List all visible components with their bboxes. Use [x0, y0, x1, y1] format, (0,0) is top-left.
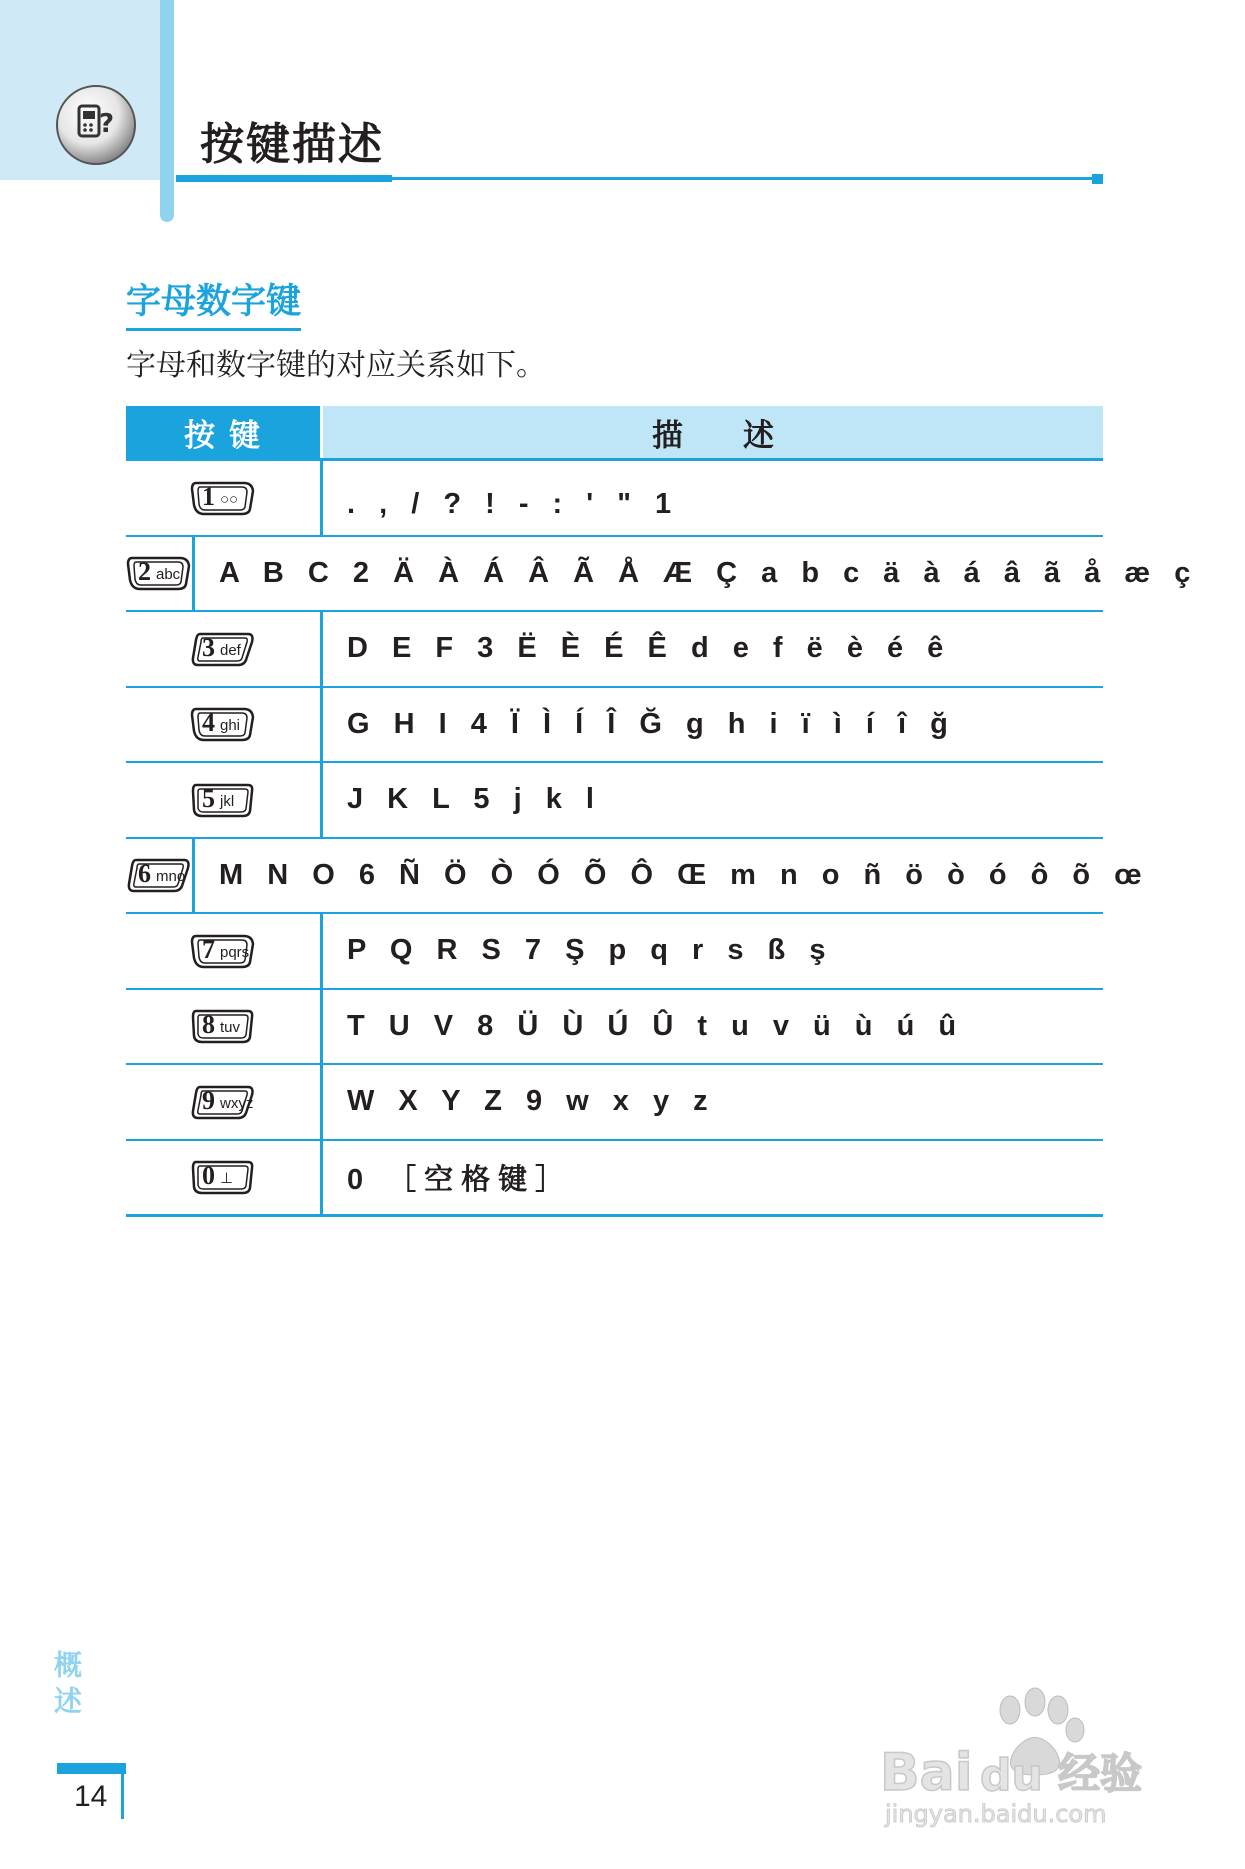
key-letters: ghi [220, 717, 241, 735]
svg-text:Bai: Bai [880, 1743, 973, 1803]
page-number: 14 [74, 1780, 108, 1813]
key-2-icon [126, 554, 192, 592]
key-description: J K L 5 j k l [347, 783, 602, 816]
key-description: . , / ? ! - : ' " 1 [347, 488, 680, 521]
table-header [126, 406, 1103, 461]
column-header-description: 描述 [323, 406, 1103, 458]
key-cell [126, 612, 323, 686]
voicemail-icon: ○○ [220, 490, 239, 508]
key-description: 0 ［空格键］ [347, 1163, 573, 1196]
key-digit: 8 [202, 1010, 215, 1040]
key-digit: 9 [202, 1085, 215, 1115]
page-number-divider [121, 1774, 124, 1819]
key-letters: pqrs [220, 943, 250, 961]
key-description: G H I 4 Ï Ì Í Î Ğ g h i ï ì í î ğ [347, 707, 956, 740]
key-5-icon [190, 781, 256, 819]
table-row [126, 990, 1103, 1066]
table-row [126, 461, 1103, 537]
key-cell [126, 537, 195, 611]
key-digit: 2 [138, 557, 151, 587]
key-cell [126, 914, 323, 988]
svg-text:经验: 经验 [1058, 1749, 1143, 1798]
key-digit: 4 [202, 708, 215, 738]
baidu-watermark-logo [880, 1680, 1180, 1830]
key-letters: mno [156, 868, 186, 886]
key-digit: 6 [138, 859, 151, 889]
table-body [126, 461, 1199, 1217]
table-row [126, 839, 1150, 915]
title-underline [176, 175, 392, 182]
table-row [126, 1065, 1103, 1141]
table-row [126, 1141, 1103, 1218]
space-symbol-icon: ⊥ [220, 1170, 234, 1188]
table-row [126, 612, 1103, 688]
key-letters: wxyz [220, 1094, 254, 1112]
key-digit: 0 [202, 1161, 215, 1191]
key-cell [126, 461, 323, 535]
svg-text:du: du [980, 1750, 1043, 1801]
key-description: D E F 3 Ë È É Ê d e f ë è é ê [347, 632, 952, 665]
key-cell [126, 839, 195, 913]
key-cell [126, 1141, 323, 1215]
key-3-icon [190, 630, 256, 668]
table-row [126, 537, 1199, 613]
key-letters: tuv [220, 1019, 241, 1037]
key-digit: 7 [202, 934, 215, 964]
chapter-side-label: 概述 [50, 1650, 83, 1722]
key-1-icon [190, 479, 256, 517]
key-description: M N O 6 Ñ Ö Ò Ó Õ Ô Œ m n o ñ ö ò ó ô õ œ [219, 858, 1150, 891]
phone-help-icon [55, 84, 137, 166]
key-digit: 5 [202, 783, 215, 813]
key-mapping-table [126, 406, 1199, 1217]
key-letters: jkl [220, 792, 235, 810]
page-title: 按键描述 [200, 119, 384, 170]
key-cell [126, 763, 323, 837]
key-digit: 3 [202, 632, 215, 662]
key-digit: 1 [202, 481, 215, 511]
key-cell [126, 1065, 323, 1139]
page-number-bar [57, 1763, 126, 1774]
key-8-icon [190, 1007, 256, 1045]
key-description: A B C 2 Ä À Á Â Ã Å Æ Ç a b c ä à á â ã å æ ç [219, 556, 1199, 589]
key-description: W X Y Z 9 w x y z [347, 1085, 716, 1118]
key-letters: def [220, 641, 241, 659]
table-row [126, 763, 1103, 839]
key-7-icon [190, 932, 256, 970]
svg-text:jingyan.baidu.com: jingyan.baidu.com [885, 1800, 1107, 1828]
section-intro: 字母和数字键的对应关系如下。 [126, 348, 546, 383]
key-9-icon [190, 1083, 256, 1121]
key-0-icon [190, 1158, 256, 1196]
header-accent-bar [160, 0, 174, 222]
title-divider-end [1092, 174, 1103, 184]
key-4-icon [190, 705, 256, 743]
table-row [126, 914, 1103, 990]
key-6-icon [126, 856, 192, 894]
key-letters: abc [156, 566, 181, 584]
svg-text:?: ? [99, 109, 115, 139]
key-description: P Q R S 7 Ş p q r s ß ş [347, 934, 834, 967]
key-cell [126, 688, 323, 762]
section-heading: 字母数字键 [126, 274, 301, 331]
table-row [126, 688, 1103, 764]
key-cell [126, 990, 323, 1064]
column-header-key: 按键 [126, 406, 320, 458]
key-description: T U V 8 Ü Ù Ú Û t u v ü ù ú û [347, 1009, 965, 1042]
